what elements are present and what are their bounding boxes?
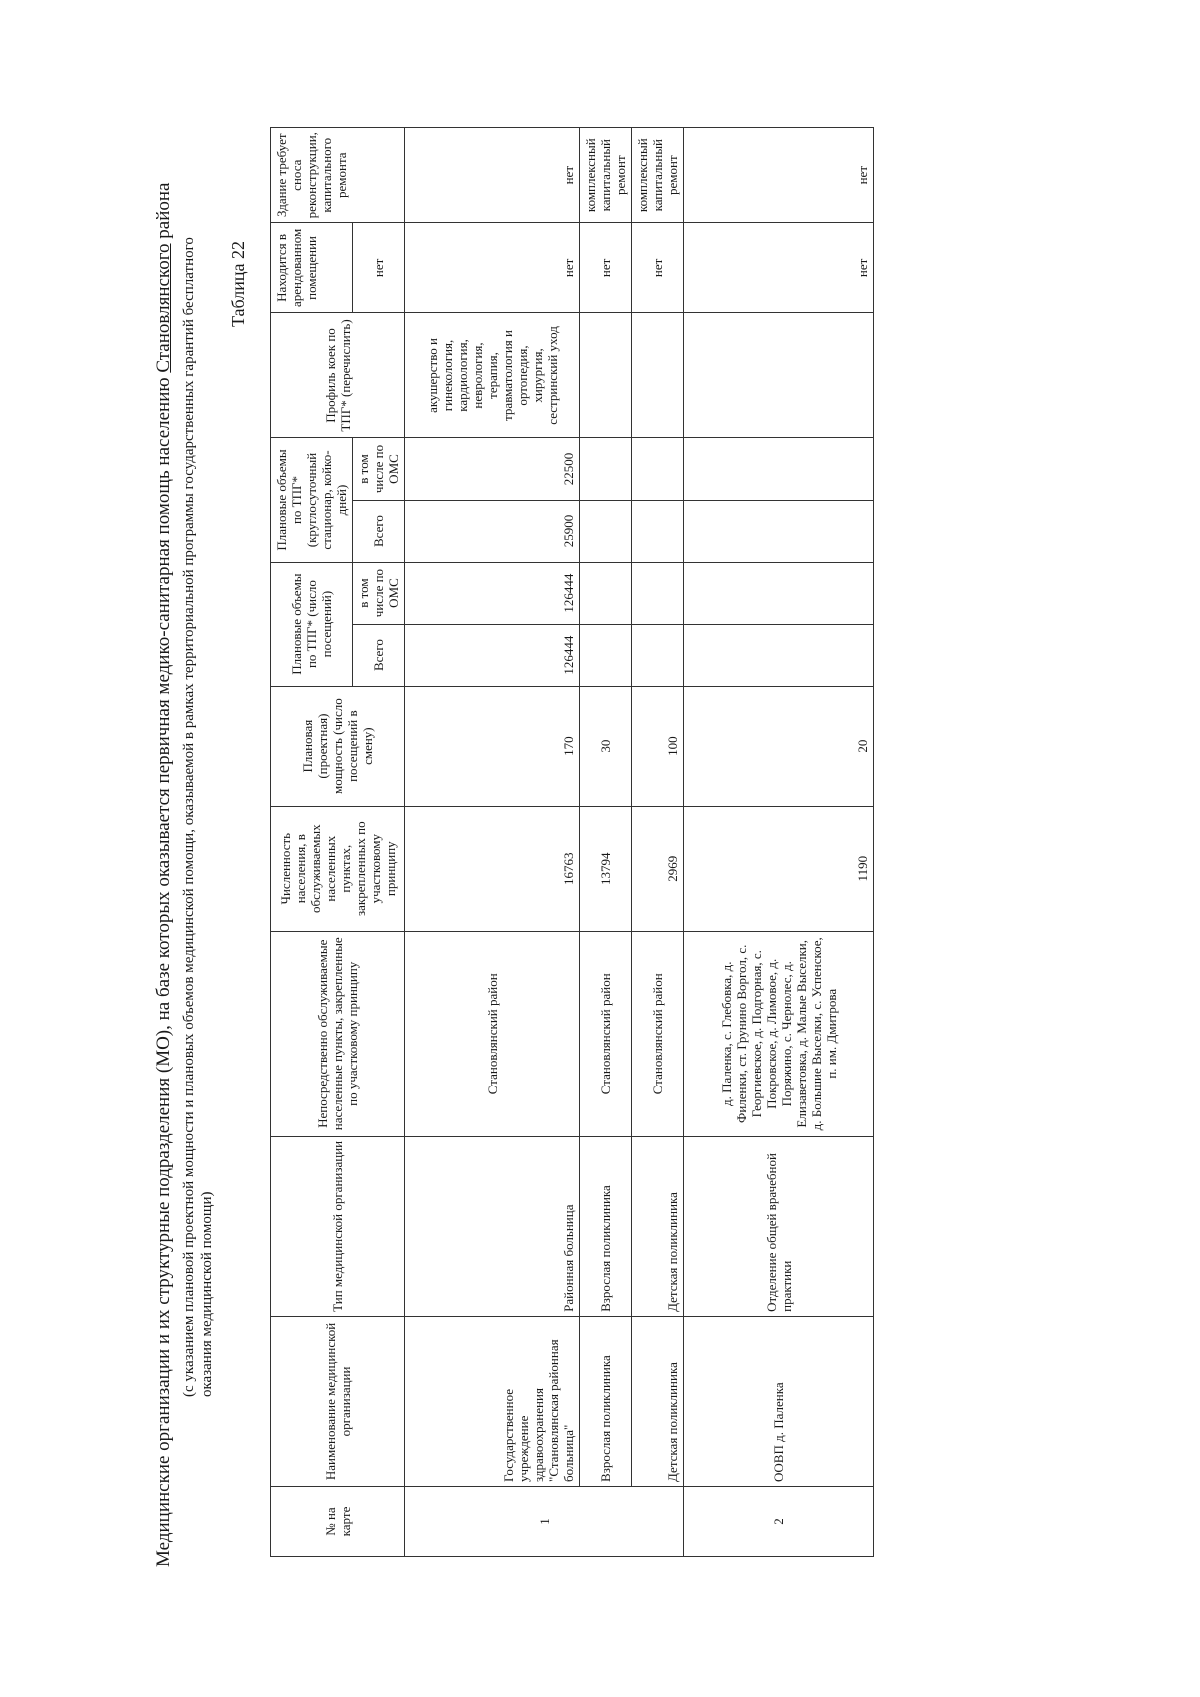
cell-no: 1	[405, 1486, 684, 1556]
cell-empty	[632, 438, 684, 500]
cell-capacity: 100	[632, 686, 684, 806]
cell-repair: нет	[405, 128, 580, 223]
cell-repair: нет	[684, 128, 874, 223]
document-title	[152, 127, 176, 1567]
table-row	[405, 128, 580, 1557]
cell-type: Детская поликлиника	[632, 1136, 684, 1316]
cell-repair: комплексный капитальный ремонт	[632, 128, 684, 223]
cell-capacity: 30	[580, 686, 632, 806]
cell-points: д. Паленка, с. Глебовка, д. Филенки, ст. Грунино Воргол, с. Георгиевское, д. Подгорная, с. Покровское, д. Лимовое, д. Поряжино, с. Чернолес, д. Елизаветовка, д. Малые Выселки, д. Большие Выселки, с. Успенское, п. им. Дмитрова	[684, 931, 874, 1136]
title-end: района	[153, 182, 174, 244]
cell-visits-oms: 126444	[405, 562, 580, 624]
title-district: Становлянского	[153, 243, 174, 373]
header-beds-total: Всего	[353, 500, 405, 562]
cell-empty	[580, 500, 632, 562]
cell-capacity: 20	[684, 686, 874, 806]
table-row	[580, 128, 632, 1557]
header-row	[271, 128, 353, 1557]
cell-name: Взрослая поликлиника	[580, 1316, 632, 1486]
cell-points: Становлянский район	[580, 931, 632, 1136]
header-visits: Плановые объемы по ТПГ* (число посещений)	[271, 562, 353, 686]
cell-type: Взрослая поликлиника	[580, 1136, 632, 1316]
cell-no: 2	[684, 1486, 874, 1556]
cell-visits-total: 126444	[405, 624, 580, 686]
cell-empty	[632, 500, 684, 562]
cell-empty	[632, 313, 684, 438]
header-repair: Здание требует сноса реконструкции, капитального ремонта	[271, 128, 405, 223]
cell-capacity: 170	[405, 686, 580, 806]
header-population: Численность населения, в обслуживаемых населенных пунктах, закрепленных по участковому принципу	[271, 806, 405, 931]
mo-table	[270, 127, 874, 1557]
header-type: Тип медицинской организации	[271, 1136, 405, 1316]
cell-name: Детская поликлиника	[632, 1316, 684, 1486]
header-rented: Находится в арендованном помещении	[271, 223, 353, 313]
cell-empty	[684, 624, 874, 686]
cell-empty	[684, 562, 874, 624]
table-row	[632, 128, 684, 1557]
table-number: Таблица 22	[228, 241, 248, 327]
cell-empty	[580, 313, 632, 438]
cell-points: Становлянский район	[405, 931, 580, 1136]
cell-type: Районная больница	[405, 1136, 580, 1316]
cell-empty	[580, 624, 632, 686]
header-visits-total: Всего	[353, 624, 405, 686]
header-beds-oms: в том числе по ОМС	[353, 438, 405, 500]
cell-population: 1190	[684, 806, 874, 931]
header-points: Непосредственно обслуживаемые населенные пункты, закрепленные по участковому принципу	[271, 931, 405, 1136]
cell-empty	[684, 313, 874, 438]
cell-name: ООВП д. Паленка	[684, 1316, 874, 1486]
cell-empty	[580, 562, 632, 624]
cell-points: Становлянский район	[632, 931, 684, 1136]
cell-empty	[684, 438, 874, 500]
cell-profile: акушерство и гинекология, кардиология, неврология, терапия, травматология и ортопедия, хирургия, сестринский уход	[405, 313, 580, 438]
cell-empty	[684, 500, 874, 562]
header-profile: Профиль коек по ТПГ* (перечислить)	[271, 313, 405, 438]
cell-population: 16763	[405, 806, 580, 931]
cell-population: 2969	[632, 806, 684, 931]
cell-rented: нет	[632, 223, 684, 313]
header-capacity: Плановая (проектная) мощность (число посещений в смену)	[271, 686, 405, 806]
rented-top-cell: нет	[353, 223, 405, 313]
cell-name: Государственное учреждение здравоохранения "Становлянская районная больница"	[405, 1316, 580, 1486]
header-visits-oms: в том числе по ОМС	[353, 562, 405, 624]
header-beds: Плановые объемы по ТПГ* (круглосуточный стационар, койко-дней)	[271, 438, 353, 562]
document-subtitle: (с указанием плановой проектной мощности и плановых объемов медицинской помощи, оказываемой в рамках территориальной программы государственных гарантий бесплатного оказания медицинской помощи)	[181, 237, 215, 1397]
cell-empty	[580, 438, 632, 500]
table-row	[684, 128, 874, 1557]
header-name: Наименование медицинской организации	[271, 1316, 405, 1486]
title-text: Медицинские организации и их структурные подразделения (МО), на базе которых оказывается первичная медико-санитарная помощь населению	[153, 372, 174, 1567]
cell-type: Отделение общей врачебной практики	[684, 1136, 874, 1316]
cell-rented: нет	[684, 223, 874, 313]
cell-empty	[632, 562, 684, 624]
cell-beds-oms: 22500	[405, 438, 580, 500]
cell-population: 13794	[580, 806, 632, 931]
cell-rented: нет	[580, 223, 632, 313]
cell-repair: комплексный капитальный ремонт	[580, 128, 632, 223]
cell-empty	[632, 624, 684, 686]
header-no: № на карте	[271, 1486, 405, 1556]
cell-rented: нет	[405, 223, 580, 313]
cell-beds-total: 25900	[405, 500, 580, 562]
